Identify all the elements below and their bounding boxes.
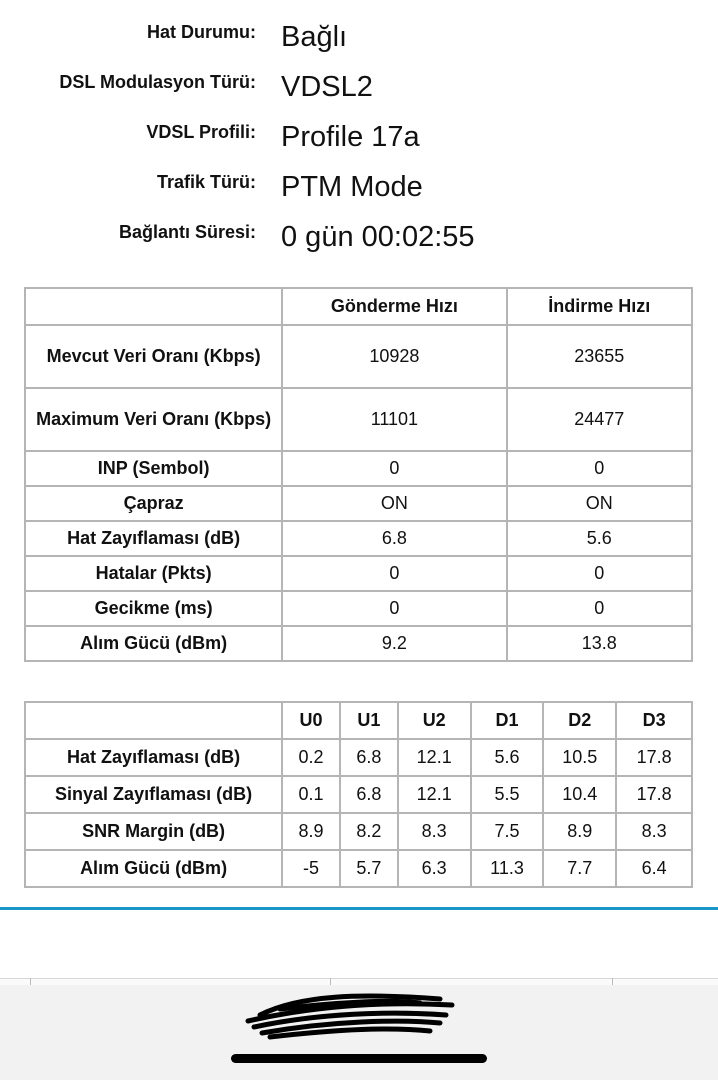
upload-cell: 10928 xyxy=(282,325,506,388)
column-header-d2: D2 xyxy=(543,702,616,739)
status-row-profile xyxy=(0,100,718,153)
table-row xyxy=(25,776,692,813)
table-header-row xyxy=(25,702,692,739)
upload-cell: 6.8 xyxy=(282,521,506,556)
table-row xyxy=(25,486,692,521)
table-row xyxy=(25,521,692,556)
band-cell: 6.8 xyxy=(340,739,398,776)
band-cell: 8.3 xyxy=(398,813,471,850)
band-cell: 7.5 xyxy=(471,813,544,850)
band-cell: 5.6 xyxy=(471,739,544,776)
band-cell: 0.1 xyxy=(282,776,340,813)
row-label: Çapraz xyxy=(25,486,282,521)
status-label: Hat Durumu: xyxy=(147,22,256,42)
download-cell: 5.6 xyxy=(507,521,692,556)
status-label: VDSL Profili: xyxy=(146,122,256,142)
status-row-uptime xyxy=(0,200,718,253)
table-row xyxy=(25,325,692,388)
column-header-d3: D3 xyxy=(616,702,692,739)
table-row xyxy=(25,813,692,850)
status-label: Trafik Türü: xyxy=(156,172,256,192)
band-cell: 11.3 xyxy=(471,850,544,887)
download-cell: 24477 xyxy=(507,388,692,451)
table-header-empty xyxy=(25,288,282,325)
table-row xyxy=(25,739,692,776)
status-value: Profile 17a xyxy=(281,121,420,153)
table-row xyxy=(25,626,692,661)
upload-cell: 0 xyxy=(282,591,506,626)
upload-cell: 0 xyxy=(282,451,506,486)
band-cell: 5.5 xyxy=(471,776,544,813)
status-value: PTM Mode xyxy=(281,171,423,203)
download-cell: 0 xyxy=(507,451,692,486)
band-cell: 17.8 xyxy=(616,739,692,776)
band-cell: 6.8 xyxy=(340,776,398,813)
status-label: Bağlantı Süresi: xyxy=(118,222,256,242)
download-cell: 23655 xyxy=(507,325,692,388)
band-cell: 6.3 xyxy=(398,850,471,887)
status-value: VDSL2 xyxy=(281,71,373,103)
table-row xyxy=(25,591,692,626)
band-cell: 8.9 xyxy=(543,813,616,850)
upload-cell: 9.2 xyxy=(282,626,506,661)
column-header-upload: Gönderme Hızı xyxy=(282,288,506,325)
table-header-row xyxy=(25,288,692,325)
upload-cell: 0 xyxy=(282,556,506,591)
band-cell: -5 xyxy=(282,850,340,887)
download-cell: 0 xyxy=(507,556,692,591)
status-row-modulation xyxy=(0,50,718,103)
column-header-u0: U0 xyxy=(282,702,340,739)
row-label: Mevcut Veri Oranı (Kbps) xyxy=(25,325,282,388)
band-cell: 10.5 xyxy=(543,739,616,776)
status-row-line-state xyxy=(0,0,718,53)
band-cell: 0.2 xyxy=(282,739,340,776)
column-header-download: İndirme Hızı xyxy=(507,288,692,325)
accent-divider xyxy=(0,907,718,910)
band-cell: 6.4 xyxy=(616,850,692,887)
band-cell: 8.3 xyxy=(616,813,692,850)
upload-cell: 11101 xyxy=(282,388,506,451)
rates-table xyxy=(24,287,693,662)
column-header-d1: D1 xyxy=(471,702,544,739)
row-label: Hatalar (Pkts) xyxy=(25,556,282,591)
status-label: DSL Modulasyon Türü: xyxy=(59,72,256,92)
scribble-redaction-icon xyxy=(240,985,460,1045)
row-label: Alım Gücü (dBm) xyxy=(25,850,282,887)
band-cell: 5.7 xyxy=(340,850,398,887)
band-cell: 8.2 xyxy=(340,813,398,850)
status-value: 0 gün 00:02:55 xyxy=(281,221,475,253)
band-cell: 17.8 xyxy=(616,776,692,813)
row-label: Sinyal Zayıflaması (dB) xyxy=(25,776,282,813)
download-cell: ON xyxy=(507,486,692,521)
table-row xyxy=(25,388,692,451)
table-row xyxy=(25,850,692,887)
bands-table xyxy=(24,701,693,888)
band-cell: 12.1 xyxy=(398,776,471,813)
band-cell: 8.9 xyxy=(282,813,340,850)
table-row xyxy=(25,451,692,486)
home-indicator[interactable] xyxy=(231,1054,487,1063)
row-label: Maximum Veri Oranı (Kbps) xyxy=(25,388,282,451)
column-header-u2: U2 xyxy=(398,702,471,739)
row-label: SNR Margin (dB) xyxy=(25,813,282,850)
row-label: Gecikme (ms) xyxy=(25,591,282,626)
row-label: INP (Sembol) xyxy=(25,451,282,486)
row-label: Hat Zayıflaması (dB) xyxy=(25,521,282,556)
column-header-u1: U1 xyxy=(340,702,398,739)
status-value: Bağlı xyxy=(281,21,348,53)
band-cell: 10.4 xyxy=(543,776,616,813)
row-label: Hat Zayıflaması (dB) xyxy=(25,739,282,776)
download-cell: 13.8 xyxy=(507,626,692,661)
band-cell: 12.1 xyxy=(398,739,471,776)
band-cell: 7.7 xyxy=(543,850,616,887)
download-cell: 0 xyxy=(507,591,692,626)
upload-cell: ON xyxy=(282,486,506,521)
table-row xyxy=(25,556,692,591)
row-label: Alım Gücü (dBm) xyxy=(25,626,282,661)
table-header-empty xyxy=(25,702,282,739)
status-row-traffic xyxy=(0,150,718,203)
